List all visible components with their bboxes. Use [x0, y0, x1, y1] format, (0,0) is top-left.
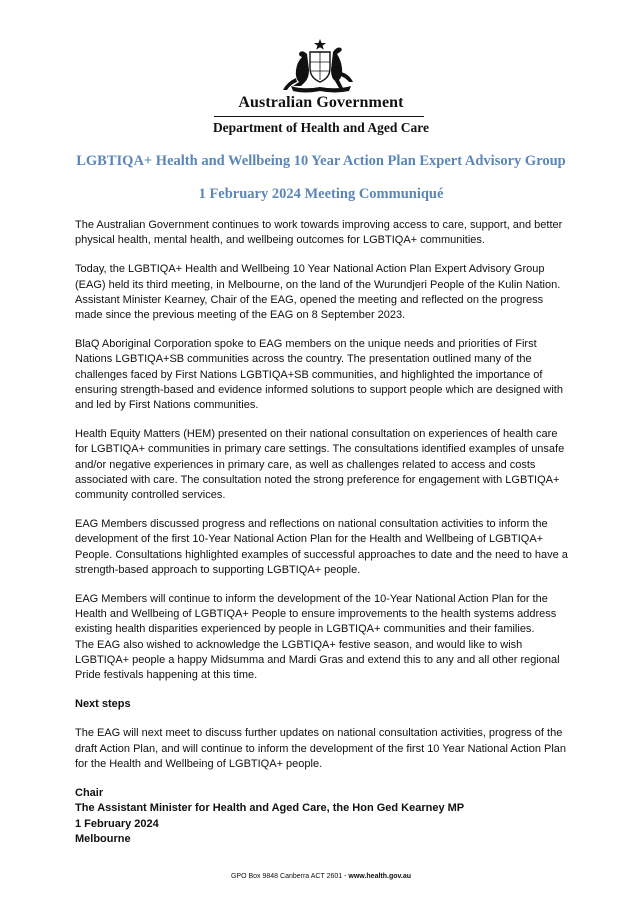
- paragraph-continue: EAG Members will continue to inform the development of the 10-Year National Action Plan for the Health and Wellbeing of LGBTIQA+ People to ensure improvements to the health systems address existing health disparities experienced by people in LGBTIQA+ communities and their families.: [75, 593, 557, 636]
- paragraph-hem: Health Equity Matters (HEM) presented on their national consultation on experiences of health care for LGBTIQA+ communities in primary care settings. The consultations identified examples of unsafe and/or negative experiences in primary care, as well as challenges related to access and costs associated with care. The consultation noted the strong preference for engagement with LGBTIQA+ community controlled services.: [75, 428, 565, 502]
- signature-name: The Assistant Minister for Health and Aged Care, the Hon Ged Kearney MP: [75, 802, 465, 815]
- department-name: Department of Health and Aged Care: [212, 120, 430, 135]
- document-title: LGBTIQA+ Health and Wellbeing 10 Year Action Plan Expert Advisory Group: [76, 153, 566, 169]
- paragraph-blaq: BlaQ Aboriginal Corporation spoke to EAG members on the unique needs and priorities of First Nations LGBTIQA+SB communities across the country. The presentation outlined many of the challenges faced by First Nations LGBTIQA+SB communities, and highlighted the importance of ensuring strength-based and evidence informed solutions to support people which are designed with and led by First Nations communities.: [75, 338, 563, 412]
- commonwealth-coat-of-arms-icon: [279, 38, 361, 94]
- header-divider: [214, 116, 424, 117]
- signature-date: 1 February 2024: [75, 817, 159, 830]
- footer-website-link[interactable]: www.health.gov.au: [348, 873, 411, 880]
- next-steps-text: The EAG will next meet to discuss further updates on national consultation activities, progress of the draft Action Plan, and will continue to inform the development of the first 10 Year National Action Plan for the Health and Wellbeing of LGBTIQA+ people.: [75, 727, 567, 770]
- government-name: Australian Government: [238, 94, 404, 111]
- communique-body: [75, 218, 571, 847]
- paragraph-intro: The Australian Government continues to work towards improving access to care, support, and better physical health, mental health, and wellbeing outcomes for LGBTIQA+ communities.: [75, 219, 563, 247]
- next-steps-heading: Next steps: [75, 698, 131, 711]
- footer-address: GPO Box 9848 Canberra ACT 2601 -: [230, 873, 349, 880]
- signature-role: Chair: [75, 787, 104, 800]
- paragraph-meeting: Today, the LGBTIQA+ Health and Wellbeing 10 Year National Action Plan Expert Advisory Group (EAG) held its third meeting, in Melbourne, on the land of the Wurundjeri People of the Kulin Nation. Assistant Minister Kearney, Chair of the EAG, opened the meeting and reflected on the progress made since the previous meeting of the EAG on 8 September 2023.: [75, 263, 561, 322]
- page-footer: [0, 873, 642, 880]
- paragraph-festive: The EAG also wished to acknowledge the LGBTIQA+ festive season, and would like to wish LGBTIQA+ people a happy Midsumma and Mardi Gras and extend this to any and all other regional Pride festivals happening at this time.: [75, 638, 560, 682]
- signature-place: Melbourne: [75, 832, 131, 845]
- document-subtitle: 1 February 2024 Meeting Communiqué: [198, 186, 444, 202]
- paragraph-progress: EAG Members discussed progress and reflections on national consultation activities to inform the development of the first 10-Year National Action Plan for the Health and Wellbeing of LGBTIQA+ People. Consultations highlighted examples of successful approaches to date and the need to have a strength-based approach to supporting LGBTIQA+ people.: [75, 518, 568, 576]
- signature-block: [75, 786, 571, 847]
